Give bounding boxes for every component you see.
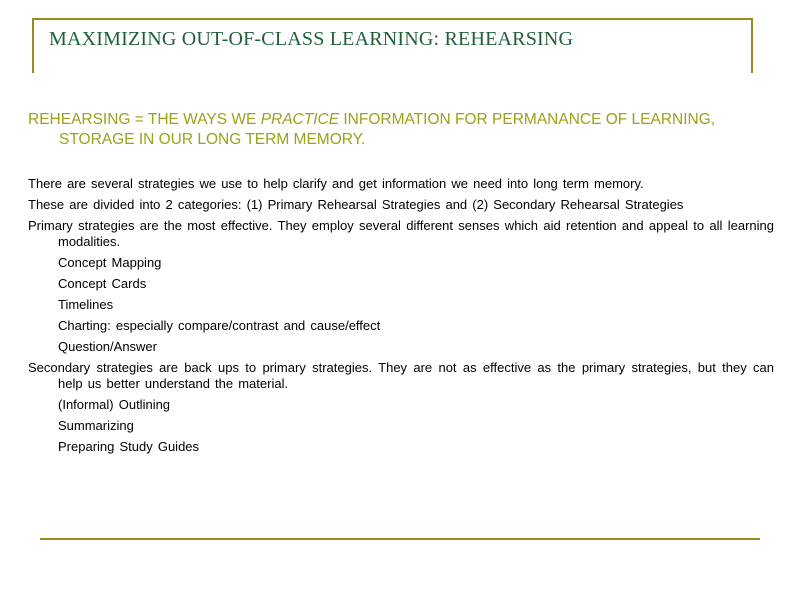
title-frame-left-rule bbox=[32, 18, 34, 73]
secondary-list-item: Summarizing bbox=[58, 418, 134, 433]
slide-title: MAXIMIZING OUT-OF-CLASS LEARNING: REHEARSING bbox=[49, 28, 574, 50]
definition-heading-prefix: REHEARSING = THE WAYS WE bbox=[28, 111, 261, 128]
primary-list-item: Timelines bbox=[58, 297, 114, 312]
bottom-rule bbox=[40, 538, 760, 540]
slide-body bbox=[28, 110, 774, 460]
definition-heading-emphasis: PRACTICE bbox=[260, 111, 340, 128]
title-frame-top-rule bbox=[32, 18, 753, 20]
definition-heading bbox=[28, 110, 774, 150]
intro-paragraph: There are several strategies we use to help clarify and get information we need into long term memory. bbox=[28, 176, 644, 191]
primary-list-item: Question/Answer bbox=[58, 339, 157, 354]
title-frame-right-rule bbox=[751, 18, 753, 73]
primary-strategies-paragraph: Primary strategies are the most effective. They employ several different senses which aid retention and appeal to all learning modalities. bbox=[28, 218, 774, 249]
primary-list-item: Concept Cards bbox=[58, 276, 147, 291]
secondary-strategies-paragraph: Secondary strategies are back ups to primary strategies. They are not as effective as the primary strategies, but they can help us better understand the material. bbox=[28, 360, 774, 391]
spacer bbox=[28, 150, 774, 176]
secondary-list-item: (Informal) Outlining bbox=[58, 397, 171, 412]
definition-heading-suffix: INFORMATION FOR PERMANANCE OF LEARNING, STORAGE IN OUR LONG TERM MEMORY. bbox=[59, 111, 716, 148]
primary-list-item: Concept Mapping bbox=[58, 255, 162, 270]
secondary-list-item: Preparing Study Guides bbox=[58, 439, 200, 454]
primary-list-item: Charting: especially compare/contrast and cause/effect bbox=[58, 318, 381, 333]
categories-paragraph: These are divided into 2 categories: (1) Primary Rehearsal Strategies and (2) Secondary Rehearsal Strategies bbox=[28, 197, 684, 212]
